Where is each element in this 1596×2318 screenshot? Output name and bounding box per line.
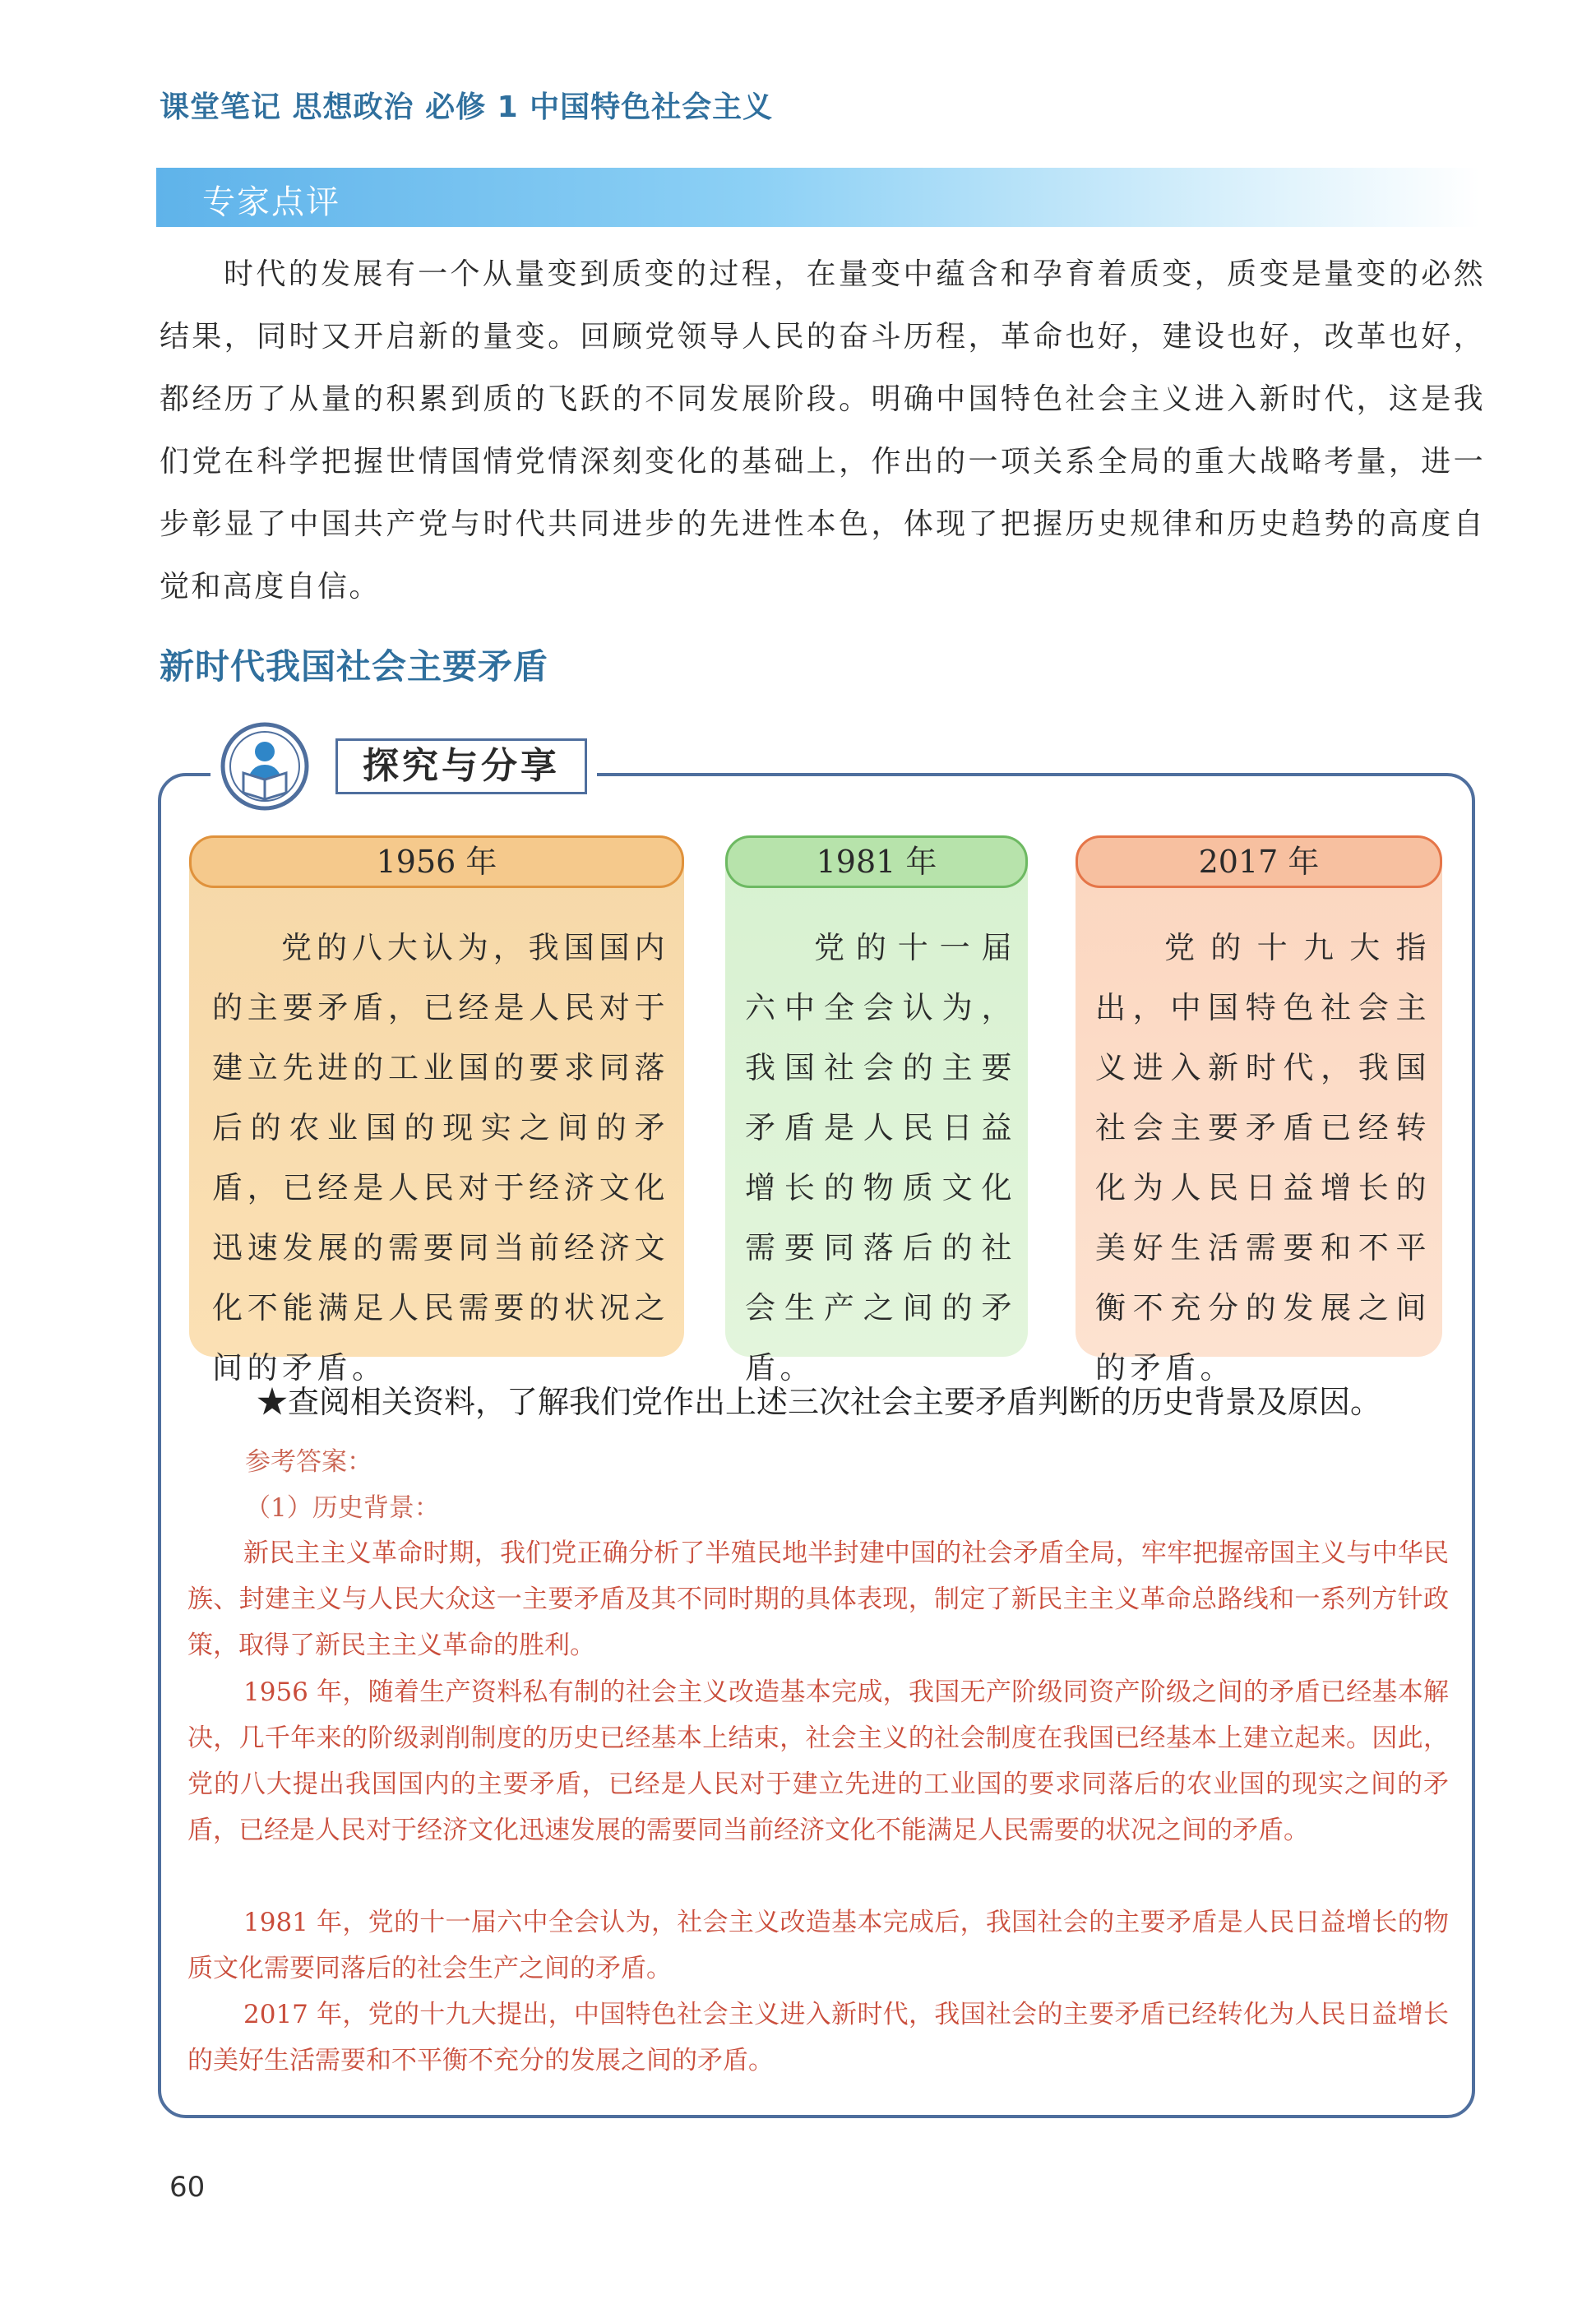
answer-subheading: （1）历史背景： — [245, 1493, 440, 1523]
expert-review-title: 专家点评 — [202, 183, 340, 221]
card-year: 1956 年 — [189, 835, 684, 888]
expert-review-body: 时代的发展有一个从量变到质变的过程，在量变中蕴含和孕育着质变，质变是量变的必然结果，同时又开启新的量变。回顾党领导人民的奋斗历程，革命也好，建设也好，改革也好，都经历了从量的积累到质的飞跃的不同发展阶段。明确中国特色社会主义进入新时代，这是我们党在科学把握世情国情党情深刻变化的基础上，作出的一项关系全局的重大战略考量，进一步彰显了中国共产党与时代共同进步的先进性本色，体现了把握历史规律和历史趋势的高度自觉和高度自信。 — [160, 257, 1485, 604]
card-text: 党的十九大指出，中国特色社会主义进入新时代，我国社会主要矛盾已经转化为人民日益增长的美好生活需要和不平衡不充分的发展之间的矛盾。 — [1095, 930, 1431, 1386]
running-header: 课堂笔记 思想政治 必修 1 中国特色社会主义 — [160, 90, 774, 124]
card-2017 — [1076, 835, 1442, 1386]
card-year: 1981 年 — [725, 835, 1028, 888]
explore-share-label: 探究与分享 — [335, 738, 587, 794]
card-1981 — [725, 835, 1028, 1386]
reader-book-icon — [219, 720, 311, 812]
answer-paragraph: 1956 年，随着生产资料私有制的社会主义改造基本完成，我国无产阶级同资产阶级之间的矛盾已经基本解决，几千年来的阶级剥削制度的历史已经基本上结束，社会主义的社会制度在我国已经基本上建立起来。因此，党的八大提出我国国内的主要矛盾，已经是人民对于建立先进的工业国的要求同落后的农业国的现实之间的矛盾，已经是人民对于经济文化迅速发展的需要同当前经济文化不能满足人民需要的状况之间的矛盾。 — [187, 1677, 1449, 1845]
answer-paragraph: 新民主主义革命时期，我们党正确分析了半殖民地半封建中国的社会矛盾全局，牢牢把握帝国主义与中华民族、封建主义与人民大众这一主要矛盾及其不同时期的具体表现，制定了新民主主义革命总路线和一系列方针政策，取得了新民主主义革命的胜利。 — [187, 1538, 1449, 1660]
page-number: 60 — [169, 2171, 206, 2204]
answer-label: 参考答案： — [245, 1447, 372, 1477]
card-1956 — [189, 835, 684, 1386]
card-text: 党的十一届六中全会认为，我国社会的主要矛盾是人民日益增长的物质文化需要同落后的社会生产之间的矛盾。 — [745, 930, 1016, 1386]
section-title: 新时代我国社会主要矛盾 — [160, 646, 549, 687]
card-text: 党的八大认为，我国国内的主要矛盾，已经是人民对于建立先进的工业国的要求同落后的农业国的现实之间的矛盾，已经是人民对于经济文化迅速发展的需要同当前经济文化不能满足人民需要的状况之间的矛盾。 — [212, 930, 669, 1386]
expert-review-banner — [156, 168, 1480, 227]
card-year: 2017 年 — [1076, 835, 1442, 888]
answer-paragraph: 2017 年，党的十九大提出，中国特色社会主义进入新时代，我国社会的主要矛盾已经转化为人民日益增长的美好生活需要和不平衡不充分的发展之间的矛盾。 — [187, 2000, 1449, 2075]
research-question: ★查阅相关资料，了解我们党作出上述三次社会主要矛盾判断的历史背景及原因。 — [257, 1384, 1382, 1420]
answer-paragraph: 1981 年，党的十一届六中全会认为，社会主义改造基本完成后，我国社会的主要矛盾是人民日益增长的物质文化需要同落后的社会生产之间的矛盾。 — [187, 1908, 1449, 1983]
